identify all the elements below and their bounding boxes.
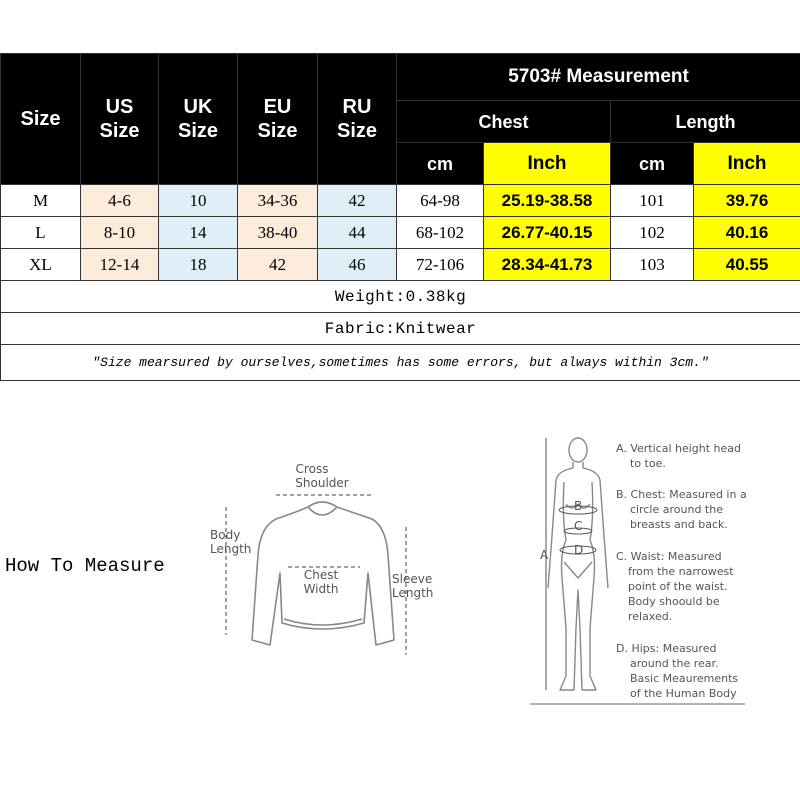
table-row bbox=[1, 217, 800, 249]
header-chest: Chest bbox=[397, 101, 611, 143]
cell-us: 8-10 bbox=[81, 217, 159, 249]
cross-shoulder-label-2: Shoulder bbox=[295, 476, 349, 490]
size-chart-table bbox=[0, 53, 800, 381]
cell-uk: 18 bbox=[159, 249, 238, 281]
cell-us: 4-6 bbox=[81, 185, 159, 217]
cell-length-inch: 39.76 bbox=[694, 185, 800, 217]
letter-d: D bbox=[574, 543, 584, 557]
header-chest-inch: Inch bbox=[484, 143, 611, 185]
cell-length-cm: 101 bbox=[611, 185, 694, 217]
body-silhouette bbox=[548, 438, 608, 690]
cell-ru: 46 bbox=[318, 249, 397, 281]
header-eu-size: EU Size bbox=[238, 54, 318, 185]
body-length-label-1: Body bbox=[210, 528, 241, 542]
cell-chest-cm: 64-98 bbox=[397, 185, 484, 217]
table-row bbox=[1, 185, 800, 217]
header-length-cm: cm bbox=[611, 143, 694, 185]
cell-length-inch: 40.55 bbox=[694, 249, 800, 281]
cell-size: L bbox=[1, 217, 81, 249]
cell-eu: 42 bbox=[238, 249, 318, 281]
table-row bbox=[1, 249, 800, 281]
note-b: B. Chest: Measured in a circle around the breasts and back. bbox=[616, 488, 747, 531]
letter-a: A bbox=[540, 548, 549, 562]
header-size: Size bbox=[1, 54, 81, 185]
cell-size: M bbox=[1, 185, 81, 217]
cell-length-inch: 40.16 bbox=[694, 217, 800, 249]
chest-width-label-2: Width bbox=[303, 582, 339, 596]
cell-chest-cm: 68-102 bbox=[397, 217, 484, 249]
note-a: A. Vertical height head to toe. bbox=[616, 442, 742, 470]
header-ru-size: RU Size bbox=[318, 54, 397, 185]
letter-b: B bbox=[574, 499, 583, 513]
sleeve-length-label-1: Sleeve bbox=[392, 572, 433, 586]
cell-ru: 42 bbox=[318, 185, 397, 217]
chest-width-label-1: Chest bbox=[303, 568, 339, 582]
cell-chest-inch: 28.34-41.73 bbox=[484, 249, 611, 281]
header-length-inch: Inch bbox=[694, 143, 800, 185]
note-c: C. Waist: Measured from the narrowest point of the waist. Body shoould be relaxed. bbox=[616, 550, 734, 623]
body-length-label-2: Length bbox=[210, 542, 252, 556]
body-measure-diagram bbox=[520, 428, 800, 713]
cell-eu: 38-40 bbox=[238, 217, 318, 249]
cell-chest-cm: 72-106 bbox=[397, 249, 484, 281]
note-d: D. Hips: Measured around the rear. Basic Meaurements of the Human Body bbox=[616, 642, 739, 700]
cell-us: 12-14 bbox=[81, 249, 159, 281]
cell-eu: 34-36 bbox=[238, 185, 318, 217]
letter-c: C bbox=[574, 519, 583, 533]
header-length: Length bbox=[611, 101, 800, 143]
header-chest-cm: cm bbox=[397, 143, 484, 185]
sleeve-length-label-2: Length bbox=[392, 586, 434, 600]
cell-size: XL bbox=[1, 249, 81, 281]
header-uk-size: UK Size bbox=[159, 54, 238, 185]
cell-chest-inch: 25.19-38.58 bbox=[484, 185, 611, 217]
cell-chest-inch: 26.77-40.15 bbox=[484, 217, 611, 249]
cross-shoulder-label-1: Cross bbox=[295, 462, 329, 476]
how-to-measure-label: How To Measure bbox=[5, 555, 165, 577]
note-row: "Size mearsured by ourselves,sometimes has some errors, but always within 3cm." bbox=[1, 345, 800, 381]
fabric-row: Fabric:Knitwear bbox=[1, 313, 800, 345]
header-measurement-title: 5703# Measurement bbox=[397, 54, 800, 101]
sweater-measure-diagram bbox=[200, 455, 450, 665]
header-us-size: US Size bbox=[81, 54, 159, 185]
cell-uk: 10 bbox=[159, 185, 238, 217]
cell-uk: 14 bbox=[159, 217, 238, 249]
cell-ru: 44 bbox=[318, 217, 397, 249]
cell-length-cm: 103 bbox=[611, 249, 694, 281]
cell-length-cm: 102 bbox=[611, 217, 694, 249]
weight-row: Weight:0.38kg bbox=[1, 281, 800, 313]
